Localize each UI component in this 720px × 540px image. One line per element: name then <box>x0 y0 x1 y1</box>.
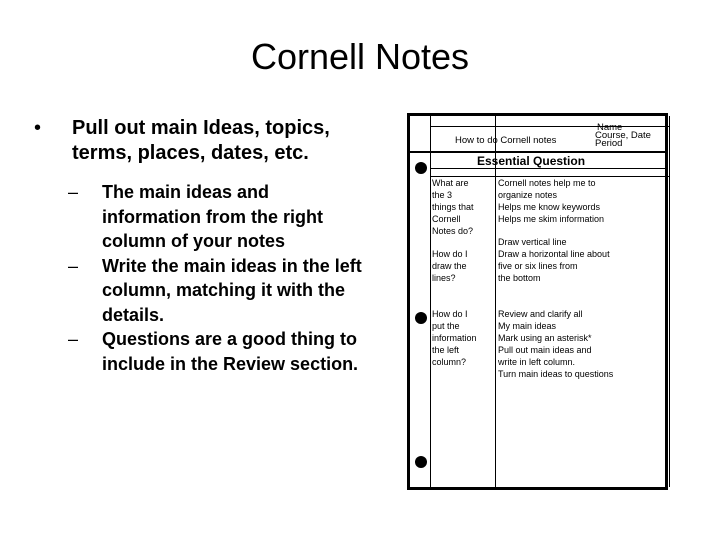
sub-bullet-list <box>34 180 364 376</box>
notes-line: Cornell notes help me to <box>498 178 596 188</box>
cue-line: put the <box>432 321 460 331</box>
notes-text <box>498 236 610 284</box>
sub-bullet-text: Questions are a good thing to include in the Review section. <box>102 329 359 374</box>
cue-line: How do I <box>432 249 468 259</box>
notes-header-period: Period <box>595 138 623 149</box>
cue-line: things that <box>432 202 474 212</box>
notes-header-name: Name <box>597 122 623 133</box>
cue-column-line <box>495 116 496 487</box>
cue-line: lines? <box>432 273 456 283</box>
main-bullet-text: Pull out main Ideas, topics, terms, places, dates, etc. <box>72 117 330 164</box>
cue-line: the left <box>432 345 460 355</box>
cue-text <box>432 248 468 284</box>
cue-line: column? <box>432 357 467 367</box>
cue-line: How do I <box>432 309 468 319</box>
sub-bullet <box>34 254 364 328</box>
notes-line: organize notes <box>498 190 558 200</box>
sub-bullet-text: Write the main ideas in the left column, matching it with the details. <box>102 255 362 325</box>
slide-title: Cornell Notes <box>250 36 470 77</box>
cue-line: What are <box>432 178 469 188</box>
sub-bullet-dash: – <box>68 255 79 276</box>
sub-bullet-dash: – <box>68 182 79 202</box>
notes-line: Review and clarify all <box>498 309 583 319</box>
cue-line: draw the <box>432 261 467 271</box>
sub-bullet <box>34 327 364 376</box>
notes-line: Helps me know keywords <box>498 202 601 212</box>
notes-page-illustration <box>407 113 668 490</box>
ruled-line <box>430 126 670 127</box>
bullet-dot: • <box>34 117 42 139</box>
notes-line: write in left column. <box>498 357 576 367</box>
binder-hole <box>415 312 427 324</box>
notes-line: the bottom <box>498 273 541 283</box>
notes-text <box>498 177 604 225</box>
header-rule <box>407 151 668 153</box>
notes-line: Draw a horizontal line about <box>498 249 610 259</box>
main-bullet <box>34 116 364 166</box>
essential-question-label: Essential Question <box>477 154 586 168</box>
notes-header-title: How to do Cornell notes <box>455 135 557 146</box>
notes-line: Helps me skim information <box>498 214 605 224</box>
binder-hole <box>415 162 427 174</box>
notes-text <box>498 308 613 380</box>
notes-header-course-date: Course, Date <box>595 130 651 141</box>
sub-bullet-text: The main ideas and information from the right column of your notes <box>102 182 323 251</box>
bullet-list <box>34 116 364 376</box>
margin-line <box>430 116 431 487</box>
right-margin-line <box>669 116 670 487</box>
notes-line: Pull out main ideas and <box>498 345 592 355</box>
sub-bullet-dash: – <box>68 329 79 349</box>
notes-line: Draw vertical line <box>498 237 567 247</box>
notes-line: Mark using an asterisk* <box>498 333 592 343</box>
cue-text <box>432 308 477 368</box>
essential-question-rule <box>430 168 668 169</box>
notes-line: five or six lines from <box>498 261 578 271</box>
notes-line: Turn main ideas to questions <box>498 369 614 379</box>
sub-bullet <box>34 180 364 254</box>
notes-line: My main ideas <box>498 321 557 331</box>
cue-line: the 3 <box>432 190 453 200</box>
cue-text <box>432 177 474 237</box>
cue-line: information <box>432 333 477 343</box>
cue-line: Cornell <box>432 214 461 224</box>
binder-hole <box>415 456 427 468</box>
cue-line: Notes do? <box>432 226 474 236</box>
